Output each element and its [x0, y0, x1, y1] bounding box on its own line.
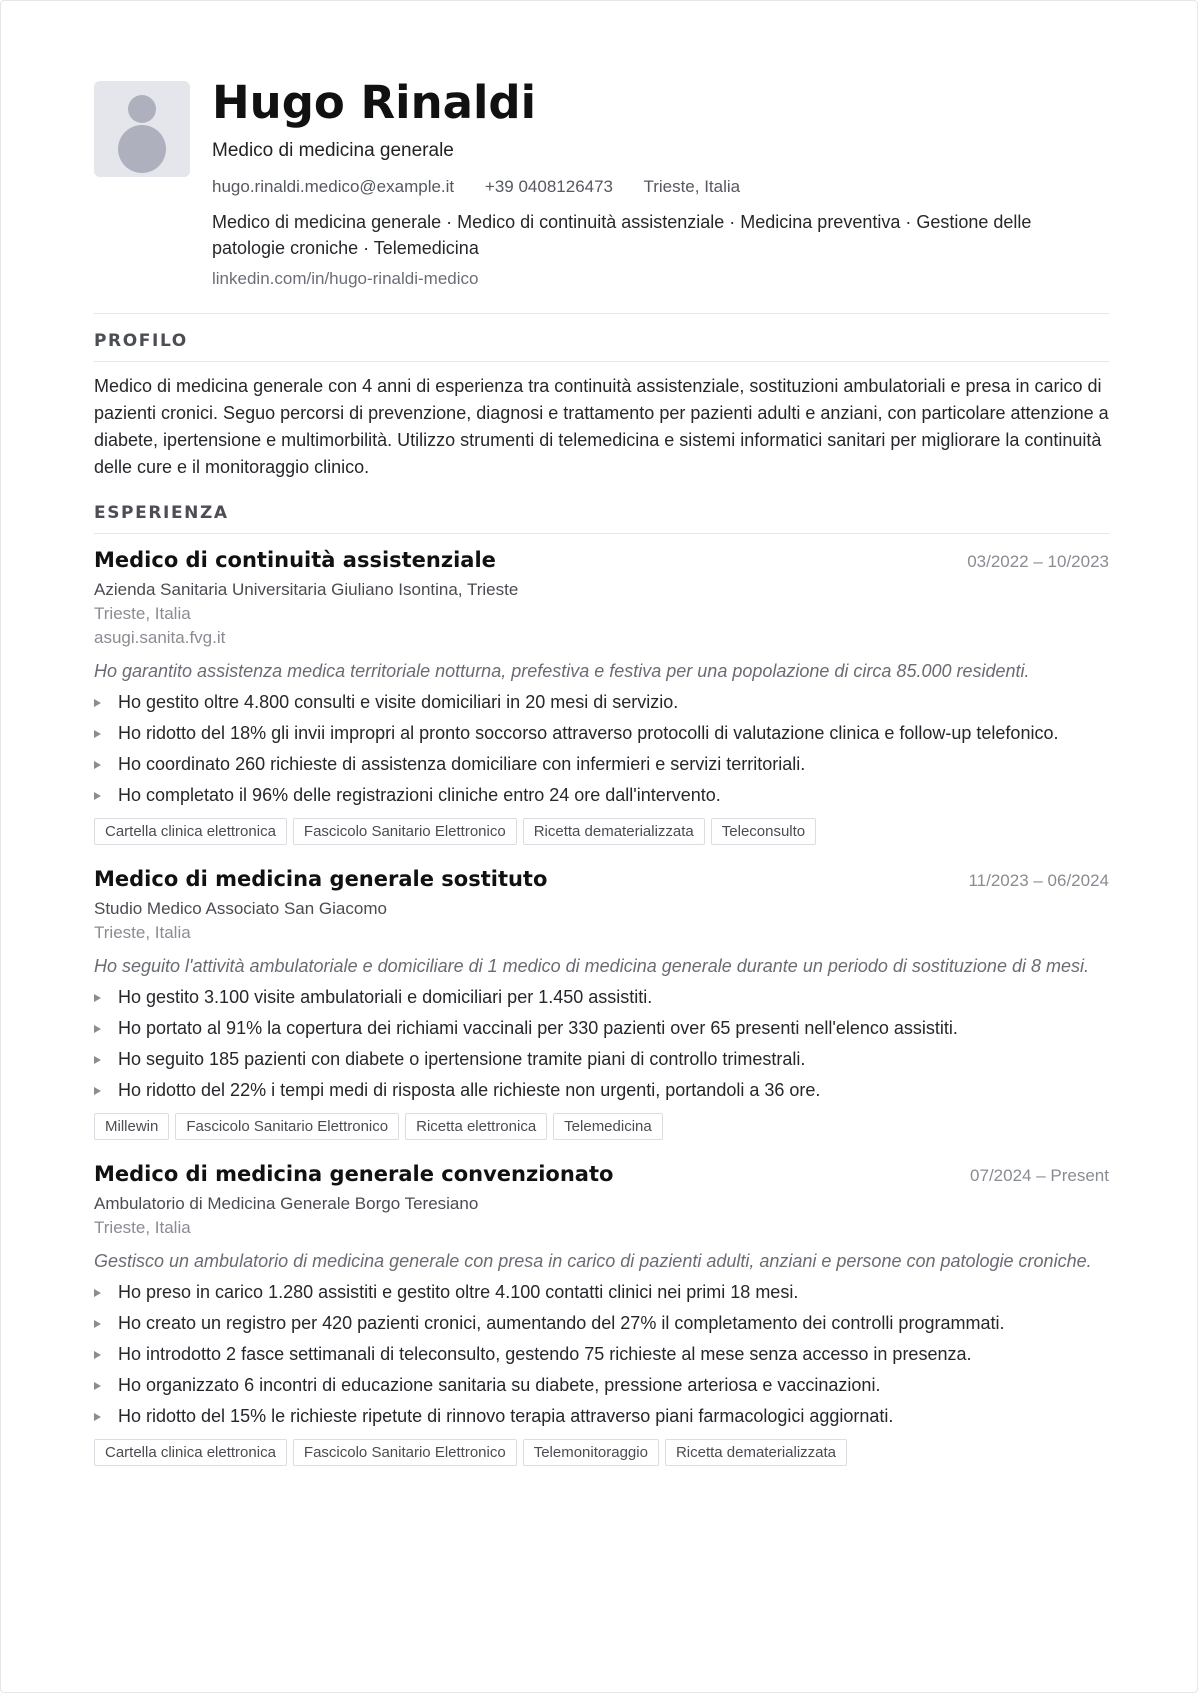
bullet-text: Ho completato il 96% delle registrazioni cliniche entro 24 ore dall'intervento. — [118, 785, 721, 805]
job-header — [94, 548, 1109, 572]
linkedin-link[interactable]: linkedin.com/in/hugo-rinaldi-medico — [212, 269, 479, 288]
skill-tag: Cartella clinica elettronica — [94, 818, 287, 845]
bullet-text: Ho gestito 3.100 visite ambulatoriali e domiciliari per 1.450 assistiti. — [118, 987, 653, 1007]
bullet-triangle-icon — [94, 994, 101, 1002]
skill-tags — [94, 1439, 1109, 1466]
skill-tag: Ricetta dematerializzata — [665, 1439, 847, 1466]
contact-location: Trieste, Italia — [643, 177, 741, 196]
contact-email[interactable]: hugo.rinaldi.medico@example.it — [212, 177, 455, 196]
skill-tag: Fascicolo Sanitario Elettronico — [293, 1439, 517, 1466]
job-company: Ambulatorio di Medicina Generale Borgo Teresiano — [94, 1194, 479, 1213]
skill-tag: Teleconsulto — [711, 818, 816, 845]
list-item — [94, 1310, 1109, 1337]
job-summary: Ho seguito l'attività ambulatoriale e domiciliare di 1 medico di medicina generale durante un periodo di sostituzione di 8 mesi. — [94, 956, 1089, 976]
job-location: Trieste, Italia — [94, 923, 191, 942]
list-item — [94, 689, 1109, 716]
list-item — [94, 1046, 1109, 1073]
bullet-triangle-icon — [94, 792, 101, 800]
job-header — [94, 1162, 1109, 1186]
specialties-tagline: Medico di medicina generale · Medico di continuità assistenziale · Medicina preventiva · Gestione delle patologie croniche · Telemedicina — [212, 212, 1032, 258]
candidate-role: Medico di medicina generale — [212, 140, 454, 161]
job-header — [94, 867, 1109, 891]
list-item — [94, 1403, 1109, 1430]
bullet-triangle-icon — [94, 1413, 101, 1421]
job-location: Trieste, Italia — [94, 1218, 191, 1237]
job-bullets — [94, 1279, 1109, 1430]
resume-content — [94, 76, 1109, 1466]
bullet-triangle-icon — [94, 1320, 101, 1328]
bullet-triangle-icon — [94, 1087, 101, 1095]
skill-tag: Telemedicina — [553, 1113, 663, 1140]
bullet-triangle-icon — [94, 1351, 101, 1359]
bullet-triangle-icon — [94, 1382, 101, 1390]
skill-tag: Ricetta dematerializzata — [523, 818, 705, 845]
job-summary: Gestisco un ambulatorio di medicina generale con presa in carico di pazienti adulti, anziani e persone con patologie croniche. — [94, 1251, 1092, 1271]
job-summary: Ho garantito assistenza medica territoriale notturna, prefestiva e festiva per una popolazione di circa 85.000 residenti. — [94, 661, 1030, 681]
job-title: Medico di medicina generale sostituto — [94, 867, 548, 891]
avatar-head-shape — [128, 95, 156, 123]
header-divider — [94, 313, 1109, 314]
bullet-text: Ho seguito 185 pazienti con diabete o ipertensione tramite piani di controllo trimestrali. — [118, 1049, 806, 1069]
list-item — [94, 1372, 1109, 1399]
list-item — [94, 1279, 1109, 1306]
job-title: Medico di continuità assistenziale — [94, 548, 496, 572]
skill-tag: Ricetta elettronica — [405, 1113, 547, 1140]
skill-tag: Telemonitoraggio — [523, 1439, 659, 1466]
section-title-profile: PROFILO — [94, 331, 1109, 362]
bullet-text: Ho ridotto del 18% gli invii impropri al pronto soccorso attraverso protocolli di valutazione clinica e follow-up telefonico. — [118, 723, 1059, 743]
bullet-triangle-icon — [94, 730, 101, 738]
avatar-body-shape — [118, 125, 166, 173]
job-website-link[interactable]: asugi.sanita.fvg.it — [94, 628, 226, 647]
section-title-experience: ESPERIENZA — [94, 503, 1109, 534]
job-entry — [94, 867, 1109, 1140]
bullet-text: Ho ridotto del 22% i tempi medi di risposta alle richieste non urgenti, portandoli a 36 ore. — [118, 1080, 821, 1100]
job-entry — [94, 1162, 1109, 1466]
list-item — [94, 1341, 1109, 1368]
bullet-text: Ho creato un registro per 420 pazienti cronici, aumentando del 27% il completamento dei controlli programmati. — [118, 1313, 1005, 1333]
job-date: 11/2023 – 06/2024 — [968, 871, 1109, 890]
bullet-triangle-icon — [94, 1289, 101, 1297]
job-date: 07/2024 – Present — [970, 1166, 1109, 1185]
job-location: Trieste, Italia — [94, 604, 191, 623]
list-item — [94, 1015, 1109, 1042]
list-item — [94, 751, 1109, 778]
list-item — [94, 1077, 1109, 1104]
bullet-text: Ho ridotto del 15% le richieste ripetute di rinnovo terapia attraverso piani farmacologici aggiornati. — [118, 1406, 894, 1426]
bullet-text: Ho gestito oltre 4.800 consulti e visite domiciliari in 20 mesi di servizio. — [118, 692, 679, 712]
avatar-placeholder-icon — [94, 81, 190, 177]
bullet-triangle-icon — [94, 1056, 101, 1064]
job-title: Medico di medicina generale convenzionato — [94, 1162, 614, 1186]
skill-tag: Fascicolo Sanitario Elettronico — [293, 818, 517, 845]
skill-tag: Fascicolo Sanitario Elettronico — [175, 1113, 399, 1140]
candidate-name: Hugo Rinaldi — [212, 76, 537, 129]
bullet-text: Ho preso in carico 1.280 assistiti e gestito oltre 4.100 contatti clinici nei primi 18 mesi. — [118, 1282, 799, 1302]
skill-tags — [94, 818, 1109, 845]
bullet-triangle-icon — [94, 761, 101, 769]
bullet-text: Ho coordinato 260 richieste di assistenza domiciliare con infermieri e servizi territoriali. — [118, 754, 806, 774]
job-entry — [94, 548, 1109, 845]
bullet-text: Ho introdotto 2 fasce settimanali di teleconsulto, gestendo 75 richieste al mese senza accesso in presenza. — [118, 1344, 972, 1364]
job-bullets — [94, 984, 1109, 1104]
bullet-triangle-icon — [94, 1025, 101, 1033]
skill-tag: Millewin — [94, 1113, 169, 1140]
skill-tags — [94, 1113, 1109, 1140]
job-company: Studio Medico Associato San Giacomo — [94, 899, 387, 918]
bullet-text: Ho portato al 91% la copertura dei richiami vaccinali per 330 pazienti over 65 presenti nell'elenco assistiti. — [118, 1018, 958, 1038]
contact-phone[interactable]: +39 0408126473 — [484, 177, 614, 196]
bullet-triangle-icon — [94, 699, 101, 707]
bullet-text: Ho organizzato 6 incontri di educazione sanitaria su diabete, pressione arteriosa e vaccinazioni. — [118, 1375, 881, 1395]
profile-text: Medico di medicina generale con 4 anni di esperienza tra continuità assistenziale, sostituzioni ambulatoriali e presa in carico di pazienti cronici. Seguo percorsi di prevenzione, diagnosi e trattamento per pazienti adulti e anziani, con particolare attenzione a diabete, ipertensione e multimorbilità. Utilizzo strumenti di telemedicina e sistemi informatici sanitari per migliorare la continuità delle cure e il monitoraggio clinico. — [94, 376, 1109, 477]
list-item — [94, 720, 1109, 747]
job-bullets — [94, 689, 1109, 809]
list-item — [94, 984, 1109, 1011]
contact-line — [212, 177, 1109, 197]
job-date: 03/2022 – 10/2023 — [967, 552, 1109, 571]
list-item — [94, 782, 1109, 809]
resume-header — [94, 76, 1109, 289]
skill-tag: Cartella clinica elettronica — [94, 1439, 287, 1466]
job-company: Azienda Sanitaria Universitaria Giuliano Isontina, Trieste — [94, 580, 519, 599]
header-info — [212, 76, 1109, 289]
